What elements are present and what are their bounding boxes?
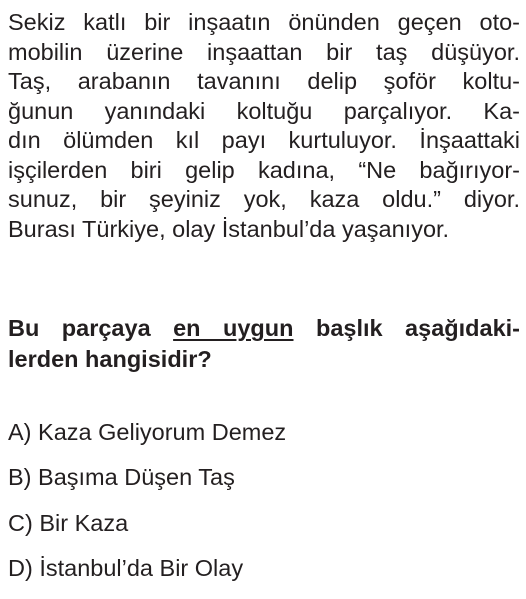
option-b[interactable] [8,463,286,508]
passage-line: Sekiz katlı bir inşaatın önünden geçen oto- [8,9,520,35]
option-letter: A) [8,419,32,445]
passage-line: mobilin üzerine inşaattan bir taş düşüyor. [8,38,520,65]
passage-line: işçilerden biri gelip kadına, “Ne bağırıyor- [8,156,520,183]
passage [8,8,520,244]
question-line-1 [8,313,520,344]
option-text: İstanbul’da Bir Olay [39,554,244,581]
option-letter: D) [8,554,33,581]
option-a[interactable] [8,418,286,463]
option-text: Kaza Geliyorum Demez [38,419,287,445]
option-d[interactable] [8,554,286,599]
passage-line: Taş, arabanın tavanını delip şoför koltu- [8,68,520,94]
option-text: Bir Kaza [39,509,129,536]
passage-line: ğunun yanındaki koltuğu parçalıyor. Ka- [8,97,520,124]
option-text: Başıma Düşen Taş [38,464,235,491]
question-text-after: başlık aşağıdaki- [293,315,520,341]
question-emphasis: en uygun [173,315,294,341]
passage-line: sunuz, bir şeyiniz yok, kaza oldu.” diyor. [8,186,520,212]
option-letter: C) [8,509,33,536]
option-c[interactable] [8,509,286,554]
question-stem [8,313,520,375]
option-letter: B) [8,464,32,491]
question-line-2: lerden hangisidir? [8,346,212,372]
passage-line: dın ölümden kıl payı kurtuluyor. İnşaattaki [8,127,520,153]
question-text-before: Bu parçaya [8,315,174,341]
answer-options [8,418,286,599]
passage-line: Burası Türkiye, olay İstanbul’da yaşanıyor. [8,215,450,242]
